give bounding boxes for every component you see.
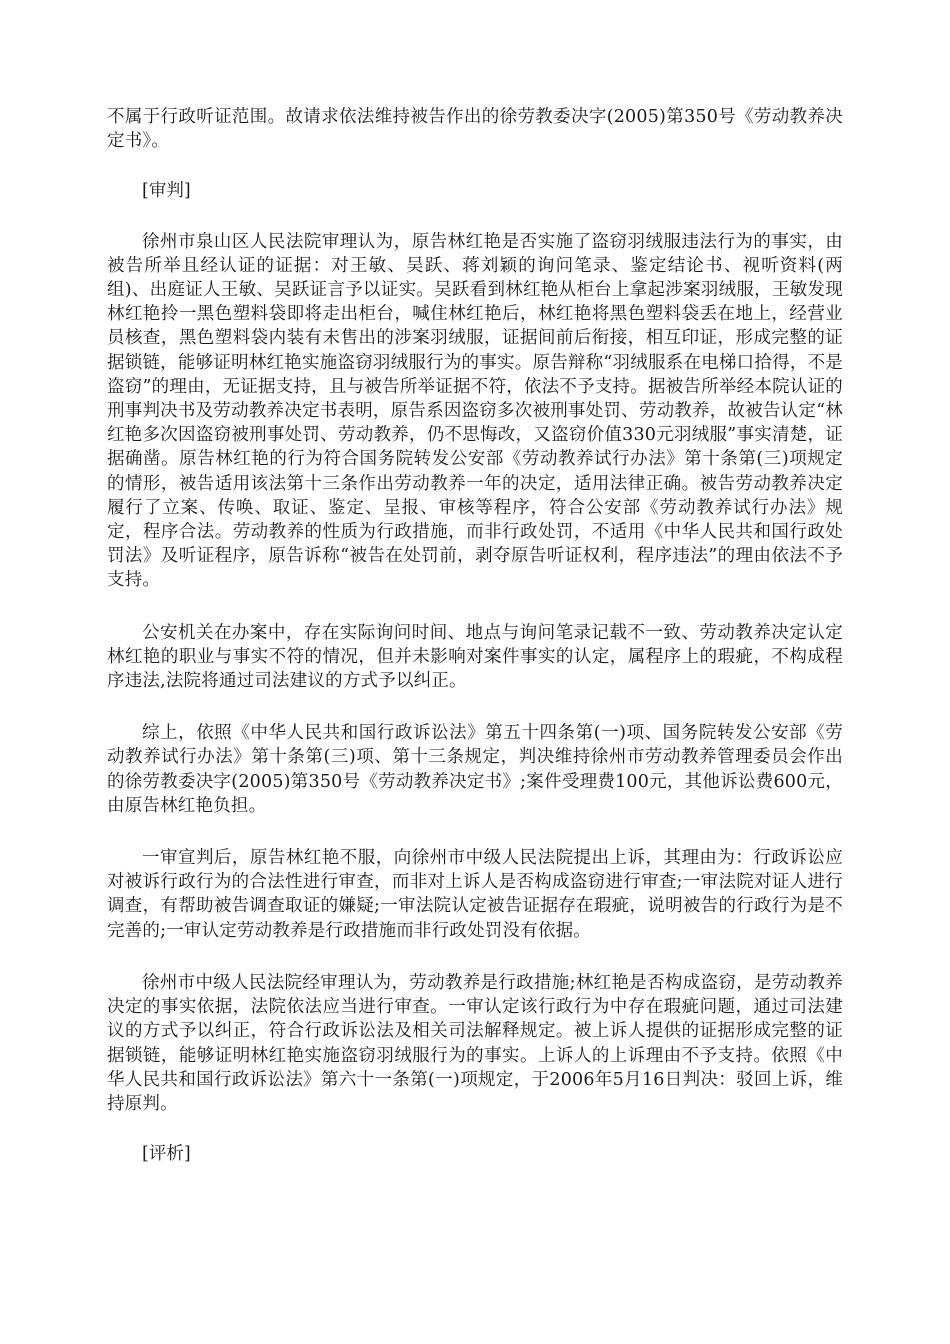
paragraph-judgment: 综上，依照《中华人民共和国行政诉讼法》第五十四条第(一)项、国务院转发公安部《劳动教养试行办法》第十条第(三)项、第十三条规定，判决维持徐州市劳动教养管理委员会作出的徐劳教委决字(2005)第350号《劳动教养决定书》;案件受理费100元，其他诉讼费600元，由原告林红艳负担。 [107, 723, 843, 816]
paragraph-first-instance-reasoning: 徐州市泉山区人民法院审理认为，原告林红艳是否实施了盗窃羽绒服违法行为的事实，由被告所举且经认证的证据：对王敏、吴跃、蒋刘颖的询问笔录、鉴定结论书、视听资料(两组)、出庭证人王敏、吴跃证言予以证实。吴跃看到林红艳从柜台上拿起涉案羽绒服，王敏发现林红艳拎一黑色塑料袋即将走出柜台，喊住林红艳后，林红艳将黑色塑料袋丢在地上，经营业员核查，黑色塑料袋内装有未售出的涉案羽绒服，证据间前后衔接，相互印证，形成完整的证据锁链，能够证明林红艳实施盗窃羽绒服行为的事实。原告辩称“羽绒服系在电梯口拾得，不是盗窃”的理由，无证据支持，且与被告所举证据不符，依法不予支持。据被告所举经本院认证的刑事判决书及劳动教养决定书表明，原告系因盗窃多次被刑事处罚、劳动教养，故被告认定“林红艳多次因盗窃被刑事处罚、劳动教养，仍不思悔改，又盗窃价值330元羽绒服”事实清楚，证据确凿。原告林红艳的行为符合国务院转发公安部《劳动教养试行办法》第十条第(三)项规定的情形，被告适用该法第十三条作出劳动教养一年的决定，适用法律正确。被告劳动教养决定履行了立案、传唤、取证、鉴定、呈报、审核等程序，符合公安部《劳动教养试行办法》规定，程序合法。劳动教养的性质为行政措施，而非行政处罚，不适用《中华人民共和国行政处罚法》及听证程序，原告诉称“被告在处罚前，剥夺原告听证权利，程序违法”的理由依法不予支持。 [107, 231, 843, 591]
paragraph-appeal: 一审宣判后，原告林红艳不服，向徐州市中级人民法院提出上诉，其理由为：行政诉讼应对被诉行政行为的合法性进行审查，而非对上诉人是否构成盗窃进行审查;一审法院对证人进行调查，有帮助被告调查取证的嫌疑;一审法院认定被告证据存在瑕疵，说明被告的行政行为是不完善的;一审认定劳动教养是行政措施而非行政处罚没有依据。 [107, 848, 843, 941]
paragraph-intro: 不属于行政听证范围。故请求依法维持被告作出的徐劳教委决字(2005)第350号《劳动教养决定书》。 [107, 107, 843, 152]
document-body [107, 105, 843, 1166]
paragraph-second-instance: 徐州市中级人民法院经审理认为，劳动教养是行政措施;林红艳是否构成盗窃，是劳动教养决定的事实依据，法院依法应当进行审查。一审认定该行政行为中存在瑕疵问题，通过司法建议的方式予以纠正，符合行政诉讼法及相关司法解释规定。被上诉人提供的证据形成完整的证据锁链，能够证明林红艳实施盗窃羽绒服行为的事实。上诉人的上诉理由不予支持。依照《中华人民共和国行政诉讼法》第六十一条第(一)项规定，于2006年5月16日判决：驳回上诉，维持原判。 [107, 972, 843, 1114]
section-heading-analysis: [评析] [142, 1144, 191, 1165]
section-heading-trial: [审判] [142, 181, 191, 202]
paragraph-procedural-flaw: 公安机关在办案中，存在实际询问时间、地点与询问笔录记载不一致、劳动教养决定认定林红艳的职业与事实不符的情况，但并未影响对案件事实的认定，属程序上的瑕疵，不构成程序违法,法院将通过司法建议的方式予以纠正。 [107, 622, 843, 692]
